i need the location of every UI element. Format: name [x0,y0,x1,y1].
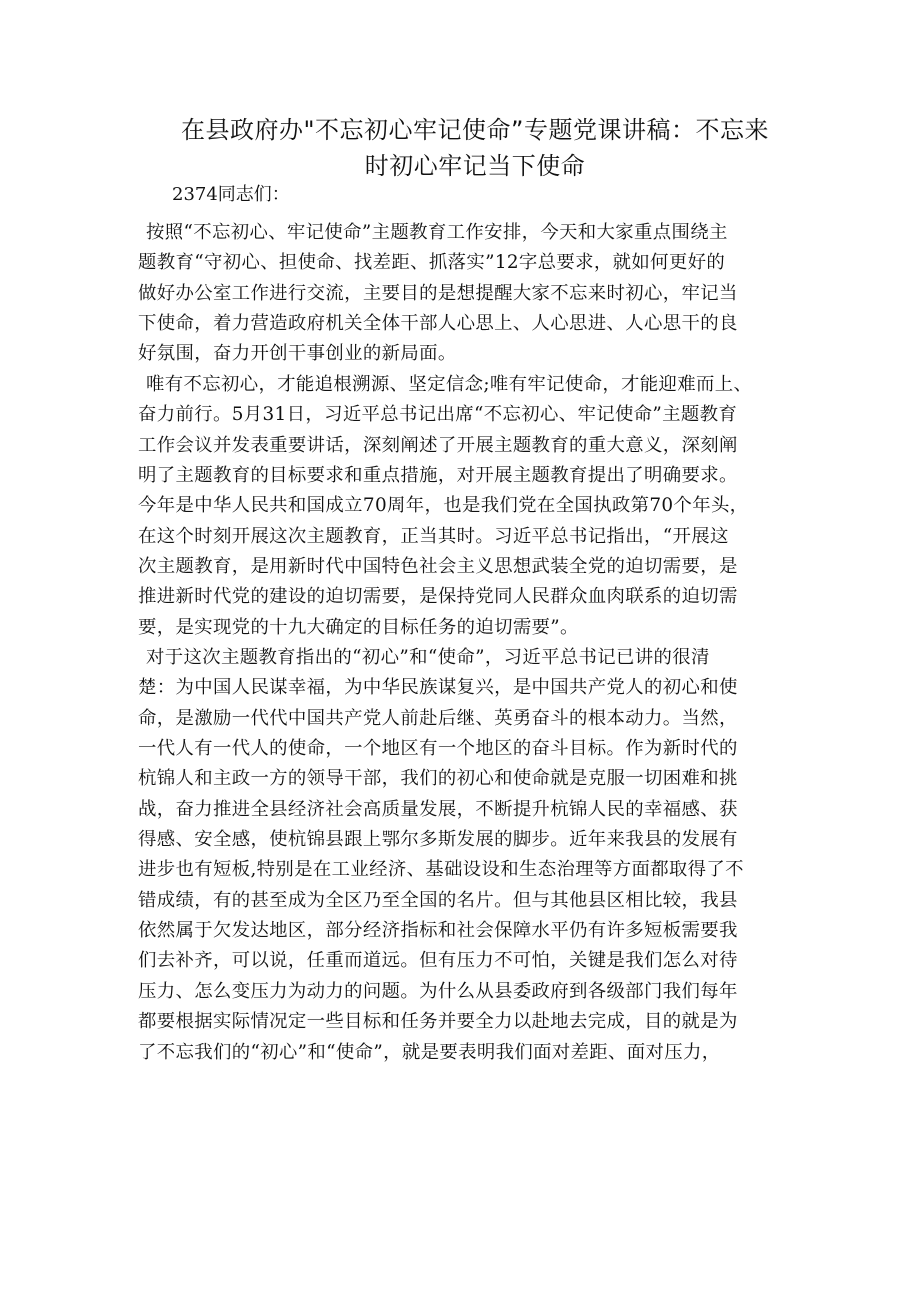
body-line: 错成绩，有的甚至成为全区乃至全国的名片。但与其他县区相比较，我县 [138,889,738,911]
body-line: 工作会议并发表重要讲话，深刻阐述了开展主题教育的重大意义，深刻阐 [138,434,738,456]
greeting: 2374同志们： [172,184,290,205]
title-line-2: 时初心牢记当下使命 [364,152,586,180]
body-line: 下使命，着力营造政府机关全体干部人心思上、人心思进、人心思干的良 [138,313,738,335]
body-line: 都要根据实际情况定一些目标和任务并要全力以赴地去完成，目的就是为 [138,1011,738,1033]
body-line: 了不忘我们的“初心”和“使命”，就是要表明我们面对差距、面对压力， [138,1041,721,1063]
body-line: 一代人有一代人的使命，一个地区有一个地区的奋斗目标。作为新时代的 [138,738,738,759]
body-line: 唯有不忘初心，才能追根溯源、坚定信念;唯有牢记使命，才能迎难而上、 [146,373,753,395]
body-line: 战，奋力推进全县经济社会高质量发展，不断提升杭锦人民的幸福感、获 [138,798,738,820]
body-line: 明了主题教育的目标要求和重点措施，对开展主题教育提出了明确要求。 [138,464,738,486]
body-line: 要，是实现党的十九大确定的目标任务的迫切需要”。 [138,616,579,638]
document-title [150,112,800,184]
body-line: 依然属于欠发达地区，部分经济指标和社会保障水平仍有许多短板需要我 [138,920,738,942]
body-line: 今年是中华人民共和国成立70周年，也是我们党在全国执政第70个年头， [138,495,749,517]
body-line: 命，是激励一代代中国共产党人前赴后继、英勇奋斗的根本动力。当然， [138,707,738,729]
body-line: 奋力前行。5月31日，习近平总书记出席“不忘初心、牢记使命”主题教育 [138,404,738,426]
body-line: 压力、怎么变压力为动力的问题。为什么从县委政府到各级部门我们每年 [138,980,738,1002]
body-line: 推进新时代党的建设的迫切需要，是保持党同人民群众血肉联系的迫切需 [138,586,738,608]
body-line: 进步也有短板,特别是在工业经济、基础设设和生态治理等方面都取得了不 [138,859,744,881]
body-line: 杭锦人和主政一方的领导干部，我们的初心和使命就是克服一切困难和挑 [138,768,738,790]
body-line: 次主题教育，是用新时代中国特色社会主义思想武装全党的迫切需要，是 [138,555,738,577]
body-line: 做好办公室工作进行交流，主要目的是想提醒大家不忘来时初心，牢记当 [138,282,738,304]
body-line: 楚：为中国人民谋幸福，为中华民族谋复兴，是中国共产党人的初心和使 [138,677,738,699]
body-line: 在这个时刻开展这次主题教育，正当其时。习近平总书记指出，“开展这 [138,525,729,547]
body-line: 得感、安全感，使杭锦县跟上鄂尔多斯发展的脚步。近年来我县的发展有 [138,829,738,850]
body-line: 按照“不忘初心、牢记使命”主题教育工作安排，今天和大家重点围绕主 [146,222,728,243]
body-line: 题教育“守初心、担使命、找差距、抓落实”12字总要求，就如何更好的 [138,252,726,274]
body-line: 们去补齐，可以说，任重而道远。但有压力不可怕，关键是我们怎么对待 [138,950,738,972]
body-line: 好氛围，奋力开创干事创业的新局面。 [138,343,457,365]
body-line: 对于这次主题教育指出的“初心”和“使命”，习近平总书记已讲的很清 [146,646,710,668]
title-line-1: 在县政府办"不忘初心牢记使命”专题党课讲稿：不忘来 [181,116,769,144]
